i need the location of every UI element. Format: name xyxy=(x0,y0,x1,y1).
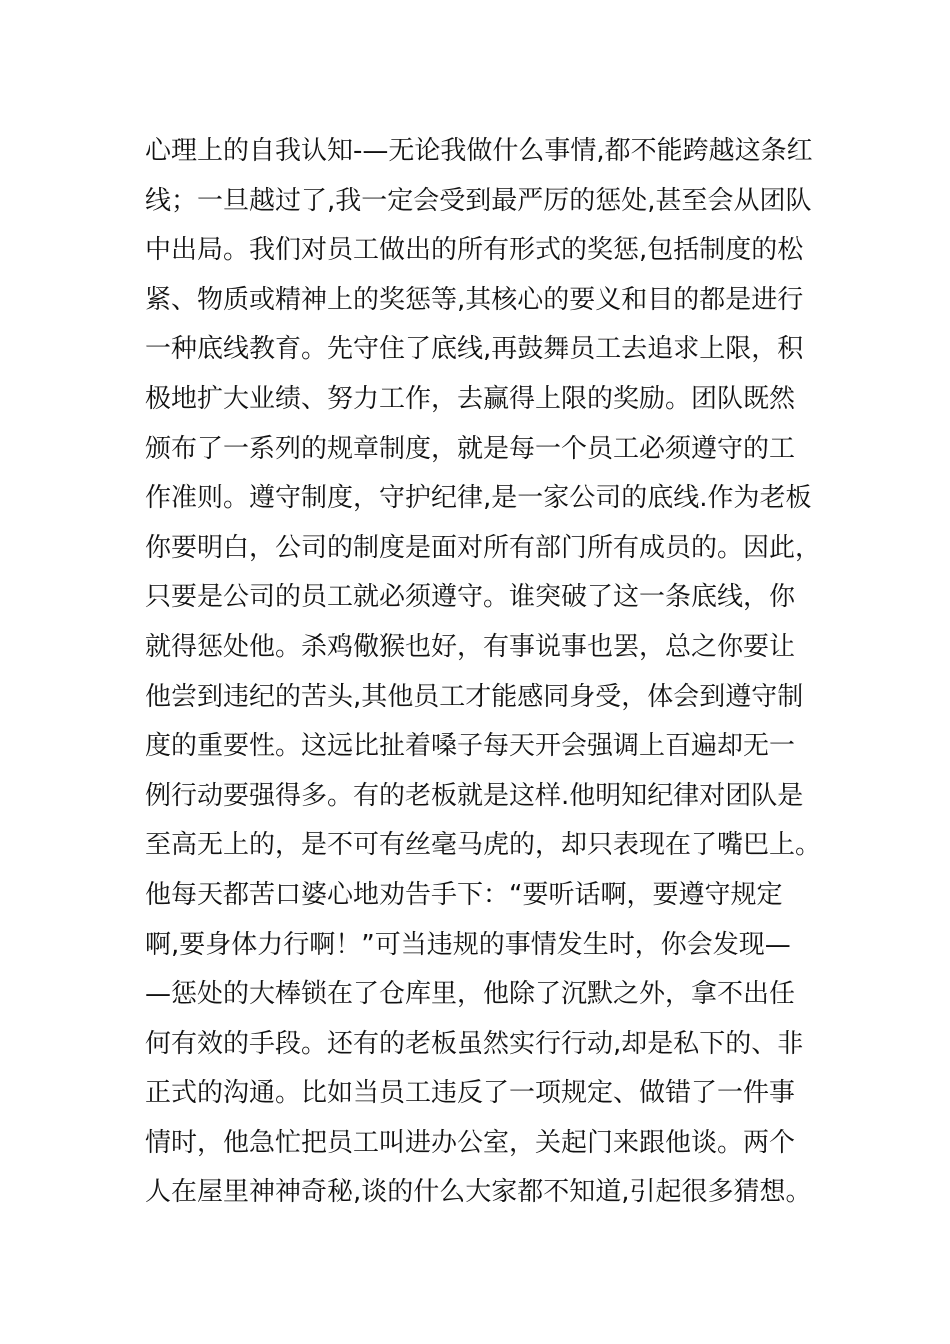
text-line: 极地扩大业绩、努力工作，去赢得上限的奖励。团队既然 xyxy=(145,383,796,414)
text-line: 人在屋里神神奇秘,谈的什么大家都不知道,引起很多猜想。 xyxy=(145,1177,812,1208)
text-line: 他尝到违纪的苦头,其他员工才能感同身受，体会到遵守制 xyxy=(145,681,804,712)
text-line: 颁布了一系列的规章制度，就是每一个员工必须遵守的工 xyxy=(145,433,796,464)
text-line: 至高无上的，是不可有丝毫马虎的，却只表现在了嘴巴上。 xyxy=(145,830,822,861)
text-line: —惩处的大棒锁在了仓库里，他除了沉默之外，拿不出任 xyxy=(145,979,796,1010)
text-line: 紧、物质或精神上的奖惩等,其核心的要义和目的都是进行 xyxy=(145,284,804,315)
text-line: 就得惩处他。杀鸡儆猴也好，有事说事也罢，总之你要让 xyxy=(145,631,796,662)
text-line: 线；一旦越过了,我一定会受到最严厉的惩处,甚至会从团队 xyxy=(145,185,812,216)
text-line: 例行动要强得多。有的老板就是这样.他明知纪律对团队是 xyxy=(145,780,804,811)
text-line: 只要是公司的员工就必须遵守。谁突破了这一条底线，你 xyxy=(145,582,796,613)
text-line: 心理上的自我认知-—无论我做什么事情,都不能跨越这条红 xyxy=(145,136,813,166)
text-line: 作准则。遵守制度，守护纪律,是一家公司的底线.作为老板 xyxy=(145,483,812,514)
text-line: 何有效的手段。还有的老板虽然实行行动,却是私下的、非 xyxy=(145,1028,804,1059)
text-line: 正式的沟通。比如当员工违反了一项规定、做错了一件事 xyxy=(145,1078,796,1109)
text-line: 度的重要性。这远比扯着嗓子每天开会强调上百遍却无一 xyxy=(145,731,796,762)
text-line: 啊,要身体力行啊！”可当违规的事情发生时，你会发现— xyxy=(145,929,791,960)
text-line: 中出局。我们对员工做出的所有形式的奖惩,包括制度的松 xyxy=(145,235,804,266)
text-line: 情时，他急忙把员工叫进办公室，关起门来跟他谈。两个 xyxy=(145,1127,796,1158)
body-text xyxy=(145,127,822,1218)
text-line: 他每天都苦口婆心地劝告手下：“要听话啊，要遵守规定 xyxy=(145,879,783,910)
text-line: 一种底线教育。先守住了底线,再鼓舞员工去追求上限，积 xyxy=(145,334,804,365)
text-line: 你要明白，公司的制度是面对所有部门所有成员的。因此， xyxy=(145,532,822,563)
